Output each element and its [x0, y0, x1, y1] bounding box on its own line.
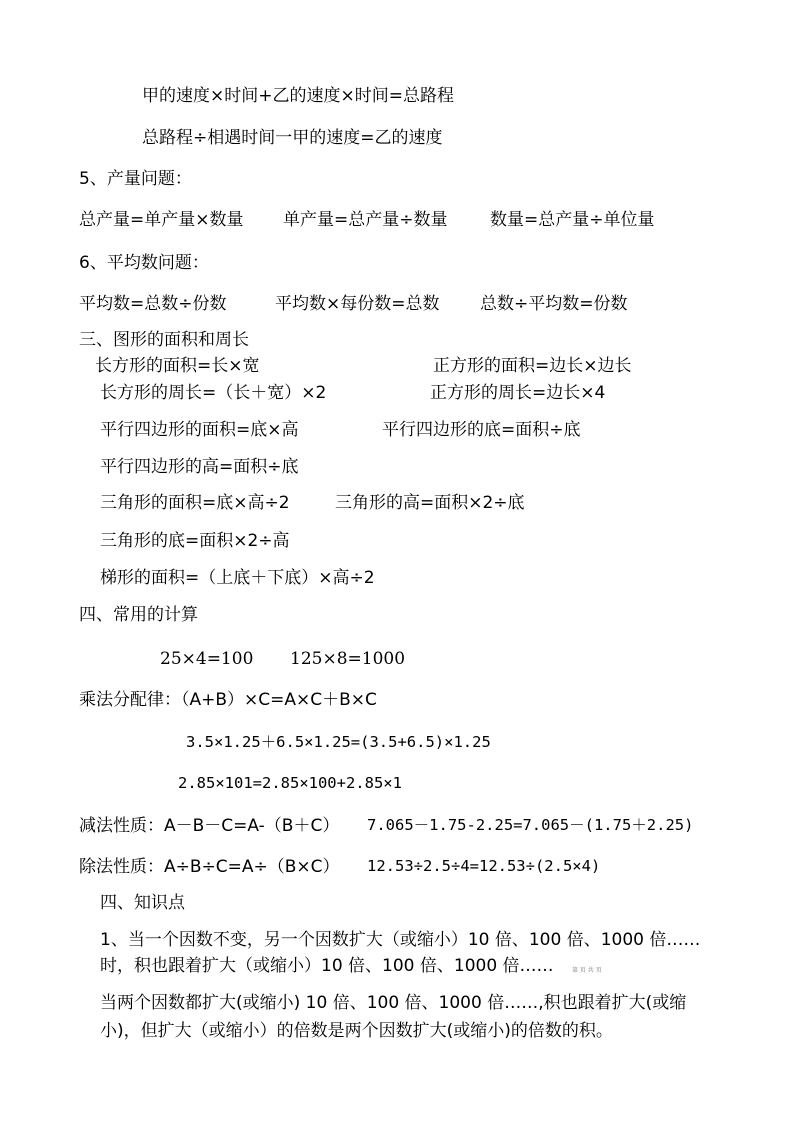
- example-subtraction-property: 7.065－1.75-2.25=7.065－(1.75＋2.25): [367, 816, 694, 834]
- formula-unit-production: 单产量=总产量÷数量: [283, 210, 448, 230]
- formula-parallelogram-area: 平行四边形的面积=底×高: [100, 420, 299, 440]
- section-heading-shapes: 三、图形的面积和周长: [79, 330, 249, 350]
- formula-meeting-speed-b: 总路程÷相遇时间一甲的速度=乙的速度: [142, 128, 443, 148]
- calc-125-times-8: 125×8=1000: [290, 649, 406, 669]
- knowledge-point-2-line-1: 当两个因数都扩大(或缩小) 10 倍、100 倍、1000 倍……,积也跟着扩大(或缩: [100, 993, 687, 1013]
- knowledge-point-2-line-2: 小)，但扩大（或缩小）的倍数是两个因数扩大(或缩小)的倍数的积。: [100, 1021, 613, 1041]
- formula-square-perimeter: 正方形的周长=边长×4: [430, 383, 606, 403]
- example-division-property: 12.53÷2.5÷4=12.53÷(2.5×4): [367, 857, 601, 875]
- formula-parallelogram-height: 平行四边形的高=面积÷底: [100, 457, 299, 477]
- formula-triangle-base: 三角形的底=面积×2÷高: [100, 531, 290, 551]
- example-distributive-2: 2.85×101=2.85×100+2.85×1: [178, 774, 402, 792]
- formula-rectangle-area: 长方形的面积=长×宽: [95, 356, 260, 376]
- formula-portions: 总数÷平均数=份数: [480, 294, 628, 314]
- formula-rectangle-perimeter: 长方形的周长=（长＋宽）×2: [100, 383, 327, 403]
- calc-25-times-4: 25×4=100: [160, 649, 254, 669]
- page-number-note: 第 页 共 页: [572, 967, 602, 974]
- formula-square-area: 正方形的面积=边长×边长: [433, 356, 632, 376]
- formula-quantity: 数量=总产量÷单位量: [490, 210, 655, 230]
- formula-total-from-average: 平均数×每份数=总数: [275, 294, 440, 314]
- formula-meeting-total-distance: 甲的速度×时间+乙的速度×时间=总路程: [142, 86, 454, 106]
- section-heading-production: 5、产量问题：: [79, 169, 192, 189]
- knowledge-point-1-line-2: 时，积也跟着扩大（或缩小）10 倍、100 倍、1000 倍……: [100, 956, 554, 976]
- formula-triangle-height: 三角形的高=面积×2÷底: [335, 493, 525, 513]
- section-heading-average: 6、平均数问题：: [79, 253, 209, 273]
- formula-total-production: 总产量=单产量×数量: [79, 210, 244, 230]
- rule-distributive-law: 乘法分配律：（A+B）×C=A×C＋B×C: [79, 690, 377, 710]
- knowledge-point-1-line-1: 1、当一个因数不变，另一个因数扩大（或缩小）10 倍、100 倍、1000 倍……: [100, 930, 701, 950]
- formula-triangle-area: 三角形的面积=底×高÷2: [100, 493, 290, 513]
- example-distributive-1: 3.5×1.25＋6.5×1.25=(3.5+6.5)×1.25: [186, 733, 491, 751]
- formula-trapezoid-area: 梯形的面积=（上底＋下底）×高÷2: [100, 568, 375, 588]
- rule-subtraction-property: 减法性质：A－B－C=A-（B＋C）: [79, 816, 340, 836]
- formula-average: 平均数=总数÷份数: [79, 294, 227, 314]
- section-heading-common-calculations: 四、常用的计算: [79, 605, 198, 625]
- section-heading-knowledge-points: 四、知识点: [100, 893, 185, 913]
- formula-parallelogram-base: 平行四边形的底=面积÷底: [382, 420, 581, 440]
- rule-division-property: 除法性质：A÷B÷C=A÷（B×C）: [79, 857, 340, 877]
